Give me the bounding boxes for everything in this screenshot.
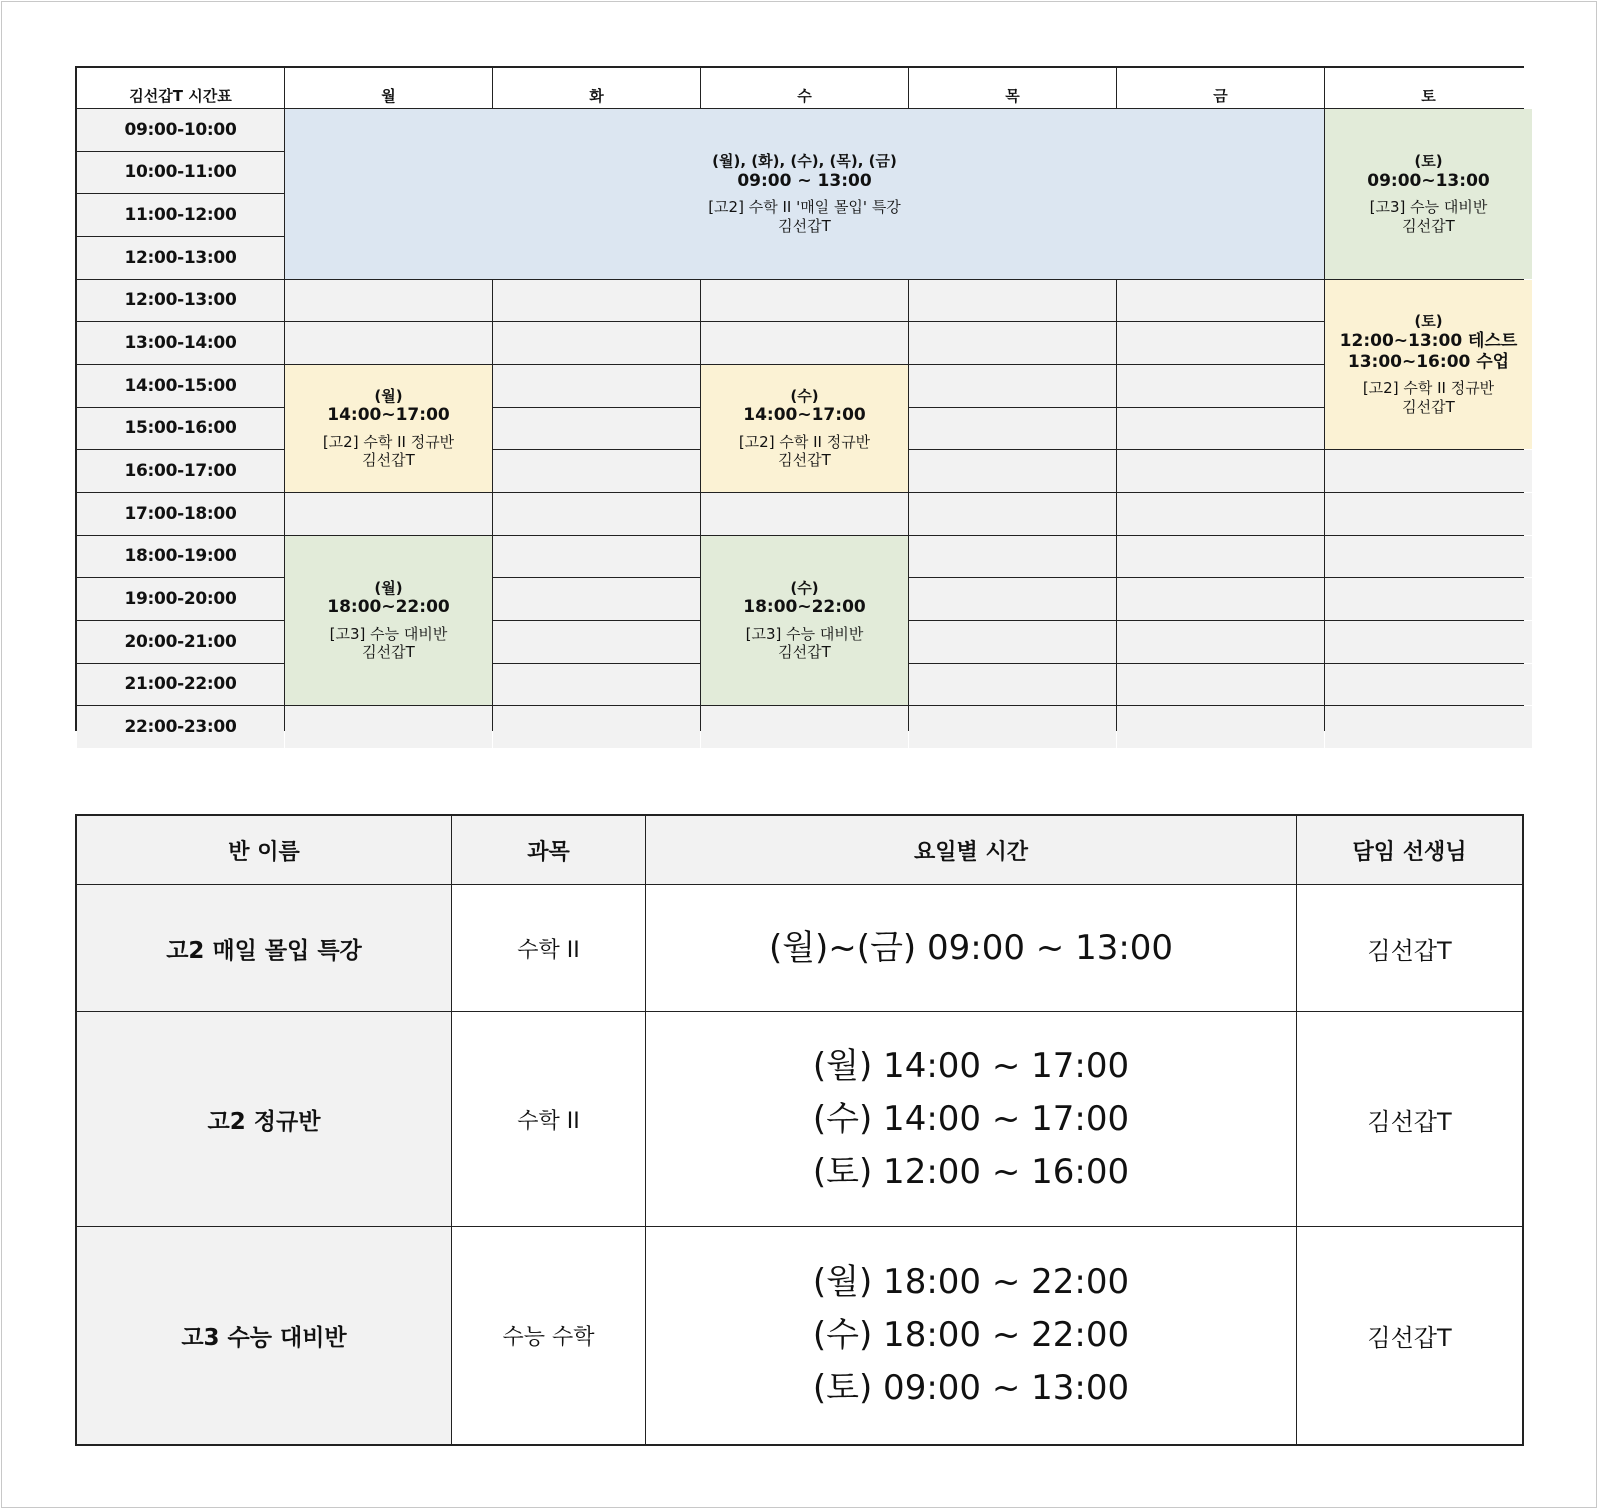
class-block-weekday-special (285, 109, 1324, 279)
empty-cell (493, 578, 700, 620)
time-slot-label: 21:00-22:00 (77, 664, 284, 706)
empty-cell (285, 706, 492, 748)
block-time: 14:00~17:00 (743, 405, 866, 426)
row-class-name: 고2 정규반 (77, 1012, 451, 1226)
time-slot-label: 12:00-13:00 (77, 280, 284, 322)
block-class: [고2] 수학 II 정규반 (738, 432, 871, 451)
empty-cell (909, 536, 1116, 578)
empty-cell (493, 493, 700, 535)
row-teacher: 김선갑T (1297, 1227, 1522, 1444)
timetable-grid (75, 66, 1524, 738)
empty-cell (909, 280, 1116, 322)
empty-cell (909, 706, 1116, 748)
empty-cell (1117, 578, 1324, 620)
row-subject: 수학 II (452, 1012, 645, 1226)
class-block-wed-afternoon (701, 365, 908, 492)
block-time: 18:00~22:00 (743, 597, 866, 618)
schedule-line: (월) 14:00 ~ 17:00 (812, 1045, 1130, 1086)
day-header-mon: 월 (285, 68, 492, 108)
empty-cell (493, 621, 700, 663)
class-block-sat-afternoon (1325, 280, 1532, 450)
block-class: [고2] 수학 II '매일 몰입' 특강 (708, 198, 901, 217)
empty-cell (1117, 536, 1324, 578)
empty-cell (285, 280, 492, 322)
empty-cell (1325, 536, 1532, 578)
time-slot-label: 15:00-16:00 (77, 408, 284, 450)
day-header-thu: 목 (909, 68, 1116, 108)
empty-cell (909, 493, 1116, 535)
block-class: [고3] 수능 대비반 (329, 624, 448, 643)
block-days: (월), (화), (수), (목), (금) (712, 152, 897, 171)
empty-cell (701, 280, 908, 322)
row-subject: 수학 II (452, 885, 645, 1011)
header-teacher: 담임 선생님 (1297, 816, 1522, 884)
row-class-name: 고3 수능 대비반 (77, 1227, 451, 1444)
block-days: (수) (790, 578, 819, 597)
empty-cell (1117, 450, 1324, 492)
row-schedule (646, 1012, 1296, 1226)
empty-cell (285, 322, 492, 364)
empty-cell (285, 493, 492, 535)
empty-cell (493, 408, 700, 450)
schedule-line: (수) 18:00 ~ 22:00 (812, 1315, 1130, 1355)
empty-cell (493, 280, 700, 322)
class-block-mon-evening (285, 536, 492, 706)
block-teacher: 김선갑T (1402, 398, 1455, 417)
empty-cell (909, 664, 1116, 706)
row-schedule (646, 1227, 1296, 1444)
time-slot-label: 18:00-19:00 (77, 536, 284, 578)
empty-cell (493, 365, 700, 407)
block-class: [고3] 수능 대비반 (745, 624, 864, 643)
time-slot-label: 12:00-13:00 (77, 237, 284, 279)
schedule-line: (토) 12:00 ~ 16:00 (812, 1151, 1130, 1192)
day-header-fri: 금 (1117, 68, 1324, 108)
class-block-wed-evening (701, 536, 908, 706)
block-teacher: 김선갑T (362, 451, 415, 470)
time-slot-label: 09:00-10:00 (77, 109, 284, 151)
day-header-tue: 화 (493, 68, 700, 108)
class-summary-table (75, 814, 1524, 1446)
block-days: (월) (374, 578, 403, 597)
block-class: [고2] 수학 II 정규반 (322, 432, 455, 451)
block-days: (토) (1414, 312, 1443, 331)
schedule-line: (월)~(금) 09:00 ~ 13:00 (768, 927, 1174, 968)
empty-cell (493, 536, 700, 578)
empty-cell (909, 322, 1116, 364)
time-slot-label: 13:00-14:00 (77, 322, 284, 364)
empty-cell (1325, 493, 1532, 535)
empty-cell (1117, 322, 1324, 364)
empty-cell (1325, 664, 1532, 706)
time-slot-label: 10:00-11:00 (77, 152, 284, 194)
empty-cell (1117, 365, 1324, 407)
block-time-2: 13:00~16:00 수업 (1347, 352, 1510, 373)
block-teacher: 김선갑T (1402, 216, 1455, 235)
time-slot-label: 11:00-12:00 (77, 194, 284, 236)
block-teacher: 김선갑T (778, 643, 831, 662)
timetable-corner-title: 김선갑T 시간표 (77, 68, 284, 108)
empty-cell (493, 706, 700, 748)
row-teacher: 김선갑T (1297, 885, 1522, 1011)
empty-cell (1117, 493, 1324, 535)
block-teacher: 김선갑T (778, 216, 831, 235)
day-header-sat: 토 (1325, 68, 1532, 108)
schedule-line: (수) 14:00 ~ 17:00 (812, 1098, 1130, 1139)
time-slot-label: 14:00-15:00 (77, 365, 284, 407)
time-slot-label: 16:00-17:00 (77, 450, 284, 492)
class-block-sat-morning (1325, 109, 1532, 279)
time-slot-label: 20:00-21:00 (77, 621, 284, 663)
header-class-name: 반 이름 (77, 816, 451, 884)
empty-cell (1325, 578, 1532, 620)
empty-cell (909, 621, 1116, 663)
class-block-mon-afternoon (285, 365, 492, 492)
empty-cell (1325, 450, 1532, 492)
empty-cell (909, 450, 1116, 492)
block-days: (월) (374, 386, 403, 405)
block-teacher: 김선갑T (362, 643, 415, 662)
block-class: [고3] 수능 대비반 (1369, 198, 1488, 217)
empty-cell (1325, 621, 1532, 663)
block-time: 12:00~13:00 테스트 (1339, 330, 1518, 351)
time-slot-label: 22:00-23:00 (77, 706, 284, 748)
empty-cell (1117, 664, 1324, 706)
empty-cell (1117, 408, 1324, 450)
empty-cell (1117, 280, 1324, 322)
header-subject: 과목 (452, 816, 645, 884)
time-slot-label: 19:00-20:00 (77, 578, 284, 620)
row-subject: 수능 수학 (452, 1227, 645, 1444)
block-time: 09:00 ~ 13:00 (737, 170, 872, 191)
empty-cell (1117, 621, 1324, 663)
empty-cell (701, 322, 908, 364)
schedule-line: (토) 09:00 ~ 13:00 (812, 1368, 1130, 1408)
empty-cell (701, 706, 908, 748)
row-schedule (646, 885, 1296, 1011)
time-slot-label: 17:00-18:00 (77, 493, 284, 535)
block-time: 14:00~17:00 (327, 405, 450, 426)
schedule-line: (월) 18:00 ~ 22:00 (812, 1262, 1130, 1302)
row-class-name: 고2 매일 몰입 특강 (77, 885, 451, 1011)
row-teacher: 김선갑T (1297, 1012, 1522, 1226)
block-class: [고2] 수학 II 정규반 (1362, 379, 1495, 398)
block-days: (토) (1414, 152, 1443, 171)
header-schedule: 요일별 시간 (646, 816, 1296, 884)
block-time: 09:00~13:00 (1367, 170, 1490, 191)
day-header-wed: 수 (701, 68, 908, 108)
block-days: (수) (790, 386, 819, 405)
empty-cell (909, 578, 1116, 620)
empty-cell (493, 322, 700, 364)
block-teacher: 김선갑T (778, 451, 831, 470)
empty-cell (493, 450, 700, 492)
empty-cell (909, 408, 1116, 450)
empty-cell (1117, 706, 1324, 748)
empty-cell (701, 493, 908, 535)
empty-cell (1325, 706, 1532, 748)
empty-cell (493, 664, 700, 706)
empty-cell (909, 365, 1116, 407)
block-time: 18:00~22:00 (327, 597, 450, 618)
